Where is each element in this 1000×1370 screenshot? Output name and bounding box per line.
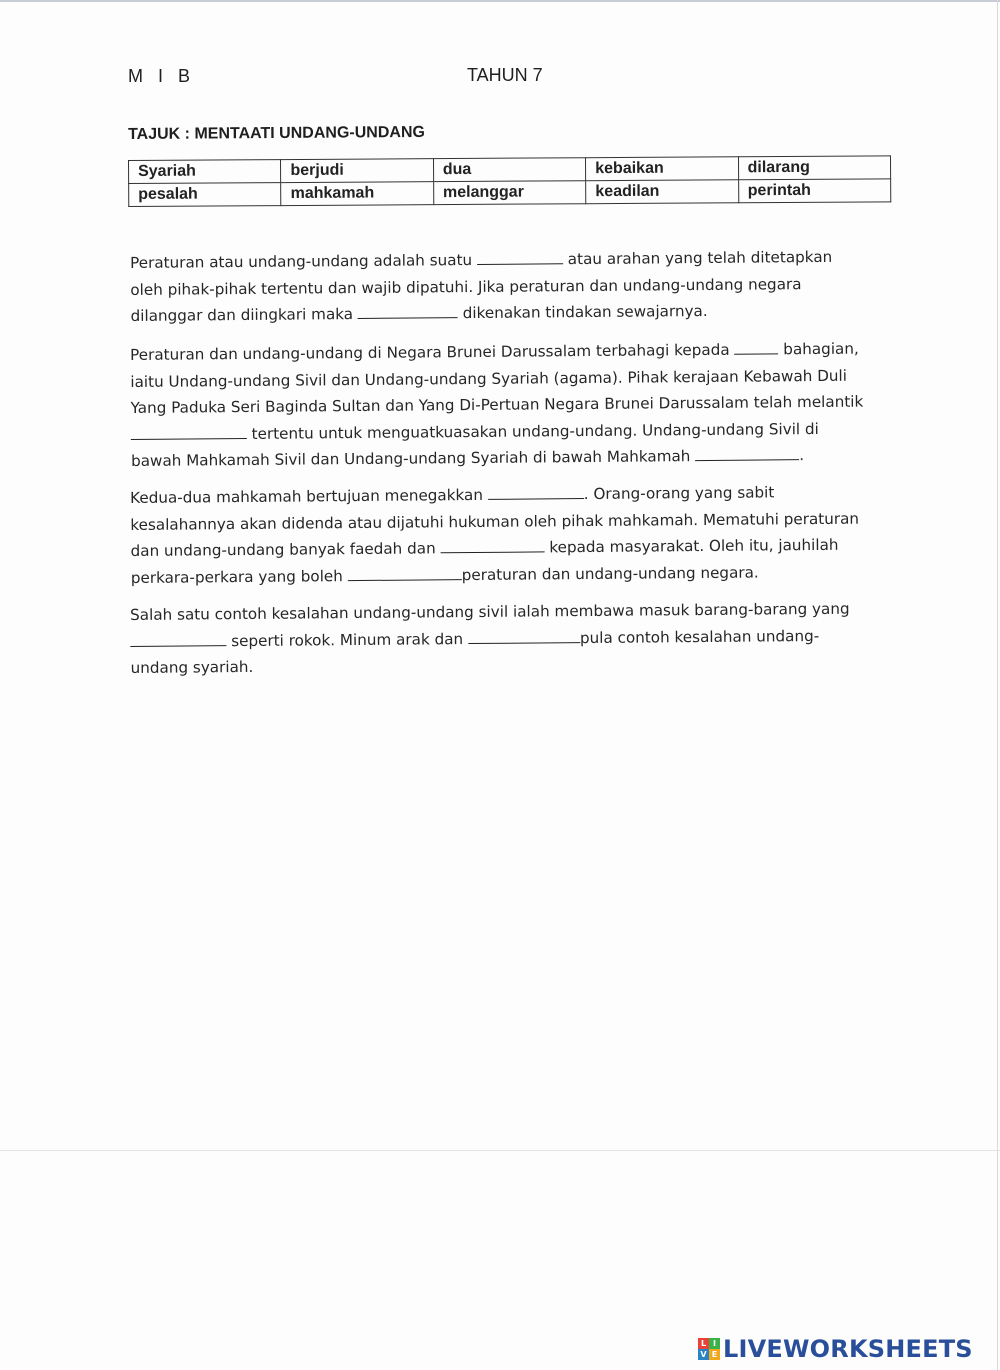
answer-blank-3[interactable]: [734, 338, 778, 354]
answer-blank-5[interactable]: [695, 444, 799, 461]
answer-blank-4[interactable]: [131, 422, 247, 439]
word-bank-cell: keadilan: [586, 180, 739, 204]
logo-letter: E: [709, 1349, 720, 1360]
paragraph-line: dan undang-undang banyak faedah dan kepada masyarakat. Oleh itu, jauhilah: [130, 535, 839, 560]
year-label: TAHUN 7: [467, 65, 543, 85]
scan-top-edge: [0, 0, 1000, 2]
word-bank-cell: Syariah: [129, 160, 282, 184]
paragraph-line: Peraturan dan undang-undang di Negara Brunei Darussalam terbahagi kepada bahagian,: [130, 339, 859, 364]
paragraph-line: undang syariah.: [130, 657, 254, 677]
paragraph-line: seperti rokok. Minum arak dan pula contoh kesalahan undang-: [130, 622, 895, 655]
paragraph-line: iaitu Undang-undang Sivil dan Undang-undang Syariah (agama). Pihak kerajaan Kebawah Duli: [130, 366, 848, 391]
logo-letter: L: [698, 1338, 709, 1349]
paragraph-3: [130, 478, 896, 591]
paragraph-line: Peraturan atau undang-undang adalah suatu atau arahan yang telah ditetapkan: [130, 247, 833, 272]
paragraph-line: tertentu untuk menguatkuasakan undang-undang. Undang-undang Sivil di: [131, 415, 896, 448]
answer-blank-1[interactable]: [477, 248, 563, 265]
paragraph-line: perkara-perkara yang boleh peraturan dan undang-undang negara.: [130, 563, 759, 587]
answer-blank-9[interactable]: [130, 630, 226, 647]
scan-fold-line: [0, 1150, 1000, 1151]
logo-text: LIVEWORKSHEETS: [723, 1335, 973, 1363]
word-bank-cell: dilarang: [738, 156, 891, 180]
word-bank-cell: mahkamah: [281, 182, 434, 206]
word-bank-cell: berjudi: [281, 159, 434, 183]
paragraph-1: [130, 243, 896, 329]
word-bank-cell: perintah: [738, 179, 891, 203]
subject-label: M I B: [128, 66, 196, 86]
paragraph-line: dilanggar dan diingkari maka dikenakan tindakan sewajarnya.: [130, 301, 708, 325]
paragraph-line: oleh pihak-pihak tertentu dan wajib dipatuhi. Jika peraturan dan undang-undang negara: [130, 274, 802, 299]
logo-mark-icon: [698, 1338, 720, 1360]
word-bank-row: [129, 179, 891, 207]
liveworksheets-logo[interactable]: [698, 1335, 973, 1363]
paragraph-line: Yang Paduka Seri Baginda Sultan dan Yang Di-Pertuan Negara Brunei Darussalam telah melantik: [130, 392, 864, 417]
answer-blank-2[interactable]: [358, 302, 458, 319]
answer-blank-6[interactable]: [488, 483, 584, 500]
worksheet-title: TAJUK : MENTAATI UNDANG-UNDANG: [128, 123, 425, 143]
paragraph-2: [130, 335, 896, 474]
paragraph-line: Salah satu contoh kesalahan undang-undang sivil ialah membawa masuk barang-barang yang: [130, 599, 850, 624]
logo-letter: V: [698, 1349, 709, 1360]
answer-blank-8[interactable]: [348, 564, 462, 581]
paragraph-line: kesalahannya akan didenda atau dijatuhi hukuman oleh pihak mahkamah. Mematuhi peraturan: [130, 509, 860, 534]
paragraph-4: [130, 595, 896, 681]
word-bank-cell: melanggar: [433, 181, 586, 205]
logo-letter: I: [709, 1338, 720, 1349]
answer-blank-7[interactable]: [440, 536, 544, 553]
paragraph-line: Kedua-dua mahkamah bertujuan menegakkan . Orang-orang yang sabit: [130, 483, 775, 507]
paragraph-line: bawah Mahkamah Sivil dan Undang-undang Syariah di bawah Mahkamah .: [130, 446, 805, 470]
answer-blank-10[interactable]: [468, 627, 580, 644]
word-bank-cell: pesalah: [129, 183, 282, 207]
word-bank-cell: kebaikan: [586, 157, 739, 181]
word-bank-table: [128, 155, 891, 207]
word-bank-cell: dua: [433, 158, 586, 182]
scan-right-edge: [997, 0, 998, 1370]
